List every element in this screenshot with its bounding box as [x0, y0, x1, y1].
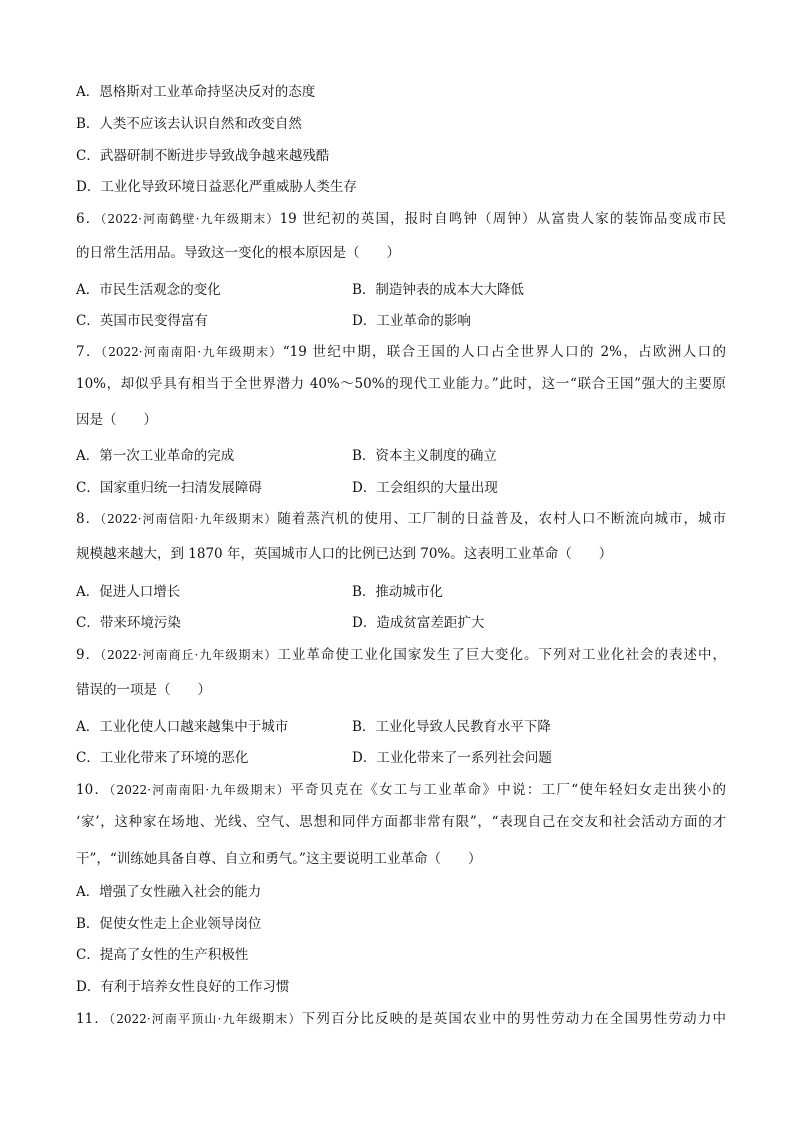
q8-options-row2 [76, 614, 726, 632]
q10-source: （2022·河南南阳·九年级期末） [109, 783, 291, 797]
q7-number: 7． [76, 344, 101, 360]
q11-source: （2022·河南平顶山·九年级期末） [109, 1012, 302, 1026]
q11-stem-line1 [76, 1010, 726, 1028]
q9-number: 9． [76, 647, 101, 663]
q8-option-d: D．造成贫富差距扩大 [352, 615, 485, 631]
q10-option-b: B．促使女性走上企业领导岗位 [76, 916, 262, 932]
q7-source: （2022·河南南阳·九年级期末） [100, 345, 283, 359]
q5-option-d: D．工业化导致环境日益恶化严重威胁人类生存 [76, 179, 357, 195]
q6-number: 6． [76, 211, 101, 227]
q10-number: 10． [76, 782, 110, 798]
q7-options-row2 [76, 479, 726, 497]
q6-source: （2022·河南鹤壁·九年级期末） [100, 212, 280, 226]
q9-option-a: A．工业化使人口越来越集中于城市 [76, 719, 289, 735]
q7-option-c: C．国家重归统一扫清发展障碍 [76, 480, 262, 496]
q8-options-row1 [76, 583, 726, 601]
q7-option-a: A．第一次工业革命的完成 [76, 448, 235, 464]
q8-text-1: 随着蒸汽机的使用、工厂制的日益普及，农村人口不断流向城市，城市 [277, 511, 727, 527]
q8-number: 8． [76, 511, 101, 527]
q8-option-c: C．带来环境污染 [76, 615, 181, 631]
q6-options-row2 [76, 312, 726, 330]
q7-option-d: D．工会组织的大量出现 [352, 480, 498, 496]
q9-option-c: C．工业化带来了环境的恶化 [76, 750, 249, 766]
q10-stem-line1 [76, 781, 726, 799]
q5-option-b: B．人类不应该去认识自然和改变自然 [76, 116, 302, 132]
q6-option-c: C．英国市民变得富有 [76, 313, 208, 329]
q9-option-b: B．工业化导致人民教育水平下降 [352, 719, 551, 735]
q7-text-1: “19 世纪中期，联合王国的人口占全世界人口的 2%，占欧洲人口的 [282, 344, 726, 360]
q7-stem-line2: 10%，却似乎具有相当于全世界潜力 40%～50%的现代工业能力。”此时，这一“联合王国”强大的主要原 [76, 376, 726, 392]
q7-option-b: B．资本主义制度的确立 [352, 448, 497, 464]
q8-option-a: A．促进人口增长 [76, 584, 181, 600]
q7-stem-line1 [76, 343, 726, 361]
q7-stem-line3: 因是（ ） [76, 412, 157, 428]
q9-options-row2 [76, 749, 726, 767]
q9-stem-line2: 错误的一项是（ ） [76, 682, 211, 698]
q9-option-d: D．工业化带来了一系列社会问题 [352, 750, 552, 766]
q6-options-row1 [76, 281, 726, 299]
q10-option-c: C．提高了女性的生产积极性 [76, 947, 249, 963]
q10-option-a: A．增强了女性融入社会的能力 [76, 884, 262, 900]
q5-option-c: C．武器研制不断进步导致战争越来越残酷 [76, 148, 330, 164]
q8-source: （2022·河南信阳·九年级期末） [100, 512, 278, 526]
q8-option-b: B．推动城市化 [352, 584, 443, 600]
q7-options-row1 [76, 447, 726, 465]
q6-option-a: A．市民生活观念的变化 [76, 282, 221, 298]
q9-stem-line1 [76, 646, 726, 664]
q10-stem-line3: 干”，“训练她具备自尊、自立和勇气。”这主要说明工业革命（ ） [76, 851, 482, 867]
q6-stem-line2: 的日常生活用品。导致这一变化的根本原因是（ ） [76, 245, 400, 261]
q10-option-d: D．有利于培养女性良好的工作习惯 [76, 979, 290, 995]
q9-options-row1 [76, 718, 726, 736]
q6-option-d: D．工业革命的影响 [352, 313, 471, 329]
q11-text-1: 下列百分比反映的是英国农业中的男性劳动力在全国男性劳动力中 [301, 1011, 727, 1027]
q10-text-1: 平奇贝克在《女工与工业革命》中说：工厂“使年轻妇女走出狭小的 [290, 782, 726, 798]
q8-stem-line2: 规模越来越大，到 1870 年，英国城市人口的比例已达到 70%。这表明工业革命（ ） [76, 546, 613, 562]
q8-stem-line1 [76, 510, 726, 528]
q11-number: 11． [76, 1011, 110, 1027]
q9-text-1: 工业革命使工业化国家发生了巨大变化。下列对工业化社会的表述中， [277, 647, 727, 663]
q6-stem-line1 [76, 210, 726, 228]
q9-source: （2022·河南商丘·九年级期末） [100, 648, 278, 662]
q5-option-a: A．恩格斯对工业革命持坚决反对的态度 [76, 84, 316, 100]
q6-option-b: B．制造钟表的成本大大降低 [352, 282, 524, 298]
q10-stem-line2: ‘家’，这种家在场地、光线、空气、思想和同伴方面都非常有限”，“表现自己在交友和社会活动方面的才 [76, 814, 726, 830]
q6-text-1: 19 世纪初的英国，报时自鸣钟（周钟）从富贵人家的装饰品变成市民 [279, 211, 727, 227]
